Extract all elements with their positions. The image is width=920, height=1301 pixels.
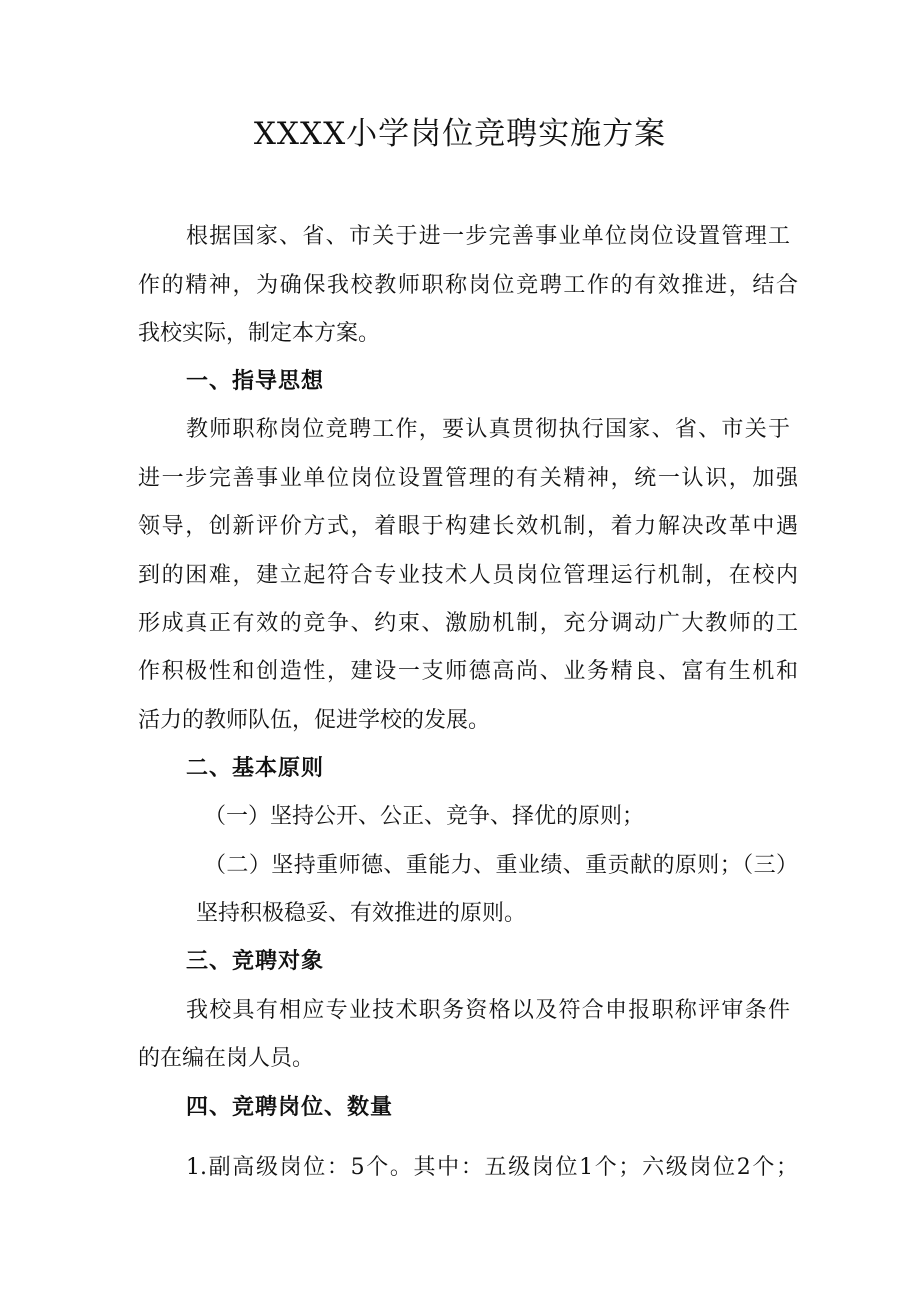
intro-line: 作的精神，为确保我校教师职称岗位竞聘工作的有效推进，结合 (138, 273, 798, 298)
principle-item: 坚持积极稳妥、有效推进的原则。 (196, 901, 527, 926)
section-text-line: 教师职称岗位竞聘工作，要认真贯彻执行国家、省、市关于 (186, 417, 790, 442)
section-heading: 二、基本原则 (186, 756, 325, 781)
section-heading: 一、指导思想 (186, 369, 325, 394)
section-heading: 三、竞聘对象 (186, 949, 325, 974)
principle-item: （二）坚持重师德、重能力、重业绩、重贡献的原则；（三） (204, 853, 798, 878)
principle-item: （一）坚持公开、公正、竞争、择优的原则； (204, 804, 645, 829)
section-text-line: 作积极性和创造性，建设一支师德高尚、业务精良、富有生机和 (138, 659, 798, 684)
intro-line: 我校实际，制定本方案。 (138, 321, 381, 346)
section-text-line: 到的困难，建立起符合专业技术人员岗位管理运行机制，在校内 (138, 563, 798, 588)
section-text-line: 我校具有相应专业技术职务资格以及符合申报职称评审条件 (186, 998, 790, 1023)
section-text-line: 形成真正有效的竞争、约束、激励机制，充分调动广大教师的工 (138, 611, 798, 636)
section-text-line: 1.副高级岗位：5个。其中：五级岗位1个；六级岗位2个； (186, 1155, 798, 1180)
section-text-line: 进一步完善事业单位岗位设置管理的有关精神，统一认识，加强 (138, 466, 798, 491)
section-heading: 四、竞聘岗位、数量 (186, 1095, 394, 1120)
section-text-line: 的在编在岗人员。 (138, 1046, 315, 1071)
intro-line: 根据国家、省、市关于进一步完善事业单位岗位设置管理工 (186, 224, 790, 249)
document-title: XXXX小学岗位竞聘实施方案 (253, 116, 667, 152)
section-text-line: 活力的教师队伍，促进学校的发展。 (138, 708, 491, 733)
section-text-line: 领导，创新评价方式，着眼于构建长效机制，着力解决改革中遇 (138, 514, 798, 539)
